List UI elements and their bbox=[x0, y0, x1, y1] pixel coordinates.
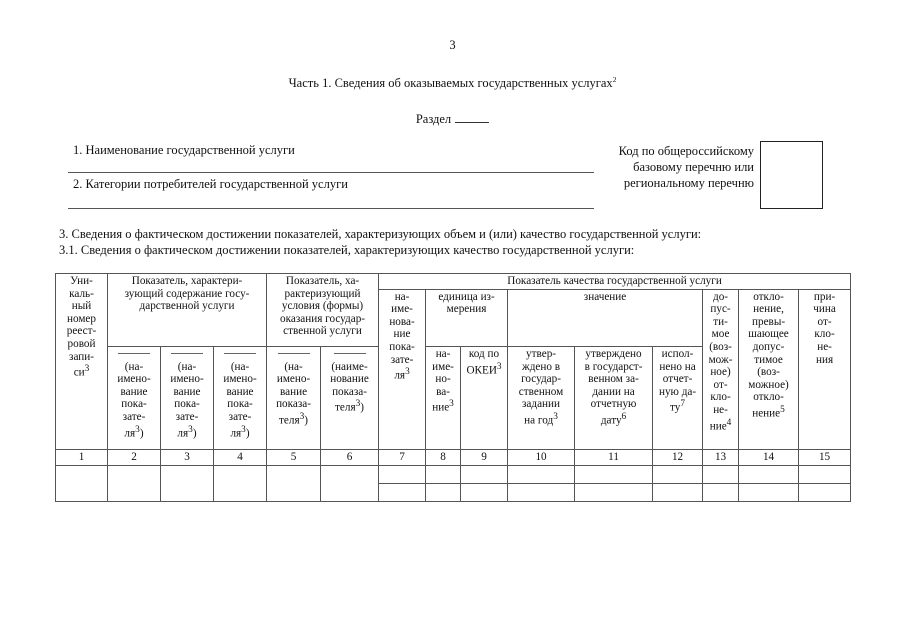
col-indicator-name-text: на- име- нова- ние пока- зате- ля bbox=[389, 290, 415, 382]
data-cell[interactable] bbox=[739, 483, 799, 501]
cond-sub-2: (наиме- нование показа- теля$^3$) bbox=[321, 347, 379, 450]
blank-line bbox=[171, 353, 203, 354]
content-sub-1: (на- имено- вание пока- зате- $ля^3$) bbox=[108, 347, 161, 450]
data-cell[interactable] bbox=[379, 465, 426, 483]
col-unit-name-text: на- име- но- ва- ние bbox=[432, 348, 454, 415]
group-conditions-header: Показатель, ха- рактеризующий условия (формы) оказания государ- ственной услуги bbox=[267, 274, 379, 347]
unit-group-header: единица из- мерения bbox=[426, 289, 508, 346]
kod-label: Код по общероссийскому базовому перечню или региональному перечню bbox=[618, 144, 754, 190]
data-cell[interactable] bbox=[267, 465, 321, 501]
content-sub-1-text: (на- имено- вание пока- зате- ля bbox=[117, 360, 151, 440]
col-unique-number bbox=[56, 274, 108, 450]
data-cell[interactable] bbox=[461, 465, 508, 483]
col-unique-number-text: Уни- каль- ный номер реест- ровой запи- си bbox=[66, 275, 97, 379]
page-number: 3 bbox=[449, 38, 456, 52]
cond-sub-1: (на- имено- вание показа- теля$^3$) bbox=[267, 347, 321, 450]
section-label-text: Раздел bbox=[415, 112, 452, 126]
data-cell[interactable] bbox=[379, 483, 426, 501]
data-cell[interactable] bbox=[575, 465, 653, 483]
col-exceeding-deviation bbox=[739, 289, 799, 449]
col-num-6: 6 bbox=[321, 450, 379, 466]
col-unit-name-sup: 3 bbox=[449, 399, 454, 410]
data-cell[interactable] bbox=[739, 465, 799, 483]
cond-sub-1-sup: 3 bbox=[299, 411, 305, 422]
section-number-blank[interactable] bbox=[455, 110, 489, 123]
data-cell[interactable] bbox=[703, 465, 739, 483]
col-num-10: 10 bbox=[508, 450, 575, 466]
cond-sub-2-sup: 3 bbox=[355, 399, 361, 410]
col-value-executed-sup: 7 bbox=[680, 399, 686, 410]
content-sub-2-sup: 3 bbox=[188, 424, 193, 435]
col-unique-number-sup: 3 bbox=[84, 364, 90, 375]
content-sub-3-text: (на- имено- вание пока- зате- ля bbox=[223, 360, 257, 440]
col-num-7: 7 bbox=[379, 450, 426, 466]
col-deviation-reason: при- чина от- кло- не- ния bbox=[799, 289, 851, 449]
col-unit-name bbox=[426, 347, 461, 450]
col-num-5: 5 bbox=[267, 450, 321, 466]
data-cell[interactable] bbox=[653, 465, 703, 483]
col-num-13: 13 bbox=[703, 450, 739, 466]
data-row bbox=[56, 465, 851, 483]
data-cell[interactable] bbox=[653, 483, 703, 501]
col-value-date-text: утверждено в государст- венном за- дании на отчетную дату bbox=[584, 348, 643, 427]
col-okei-code-text: код по ОКЕИ bbox=[466, 348, 500, 377]
blank-line bbox=[118, 353, 150, 354]
col-num-14: 14 bbox=[739, 450, 799, 466]
col-value-date bbox=[575, 347, 653, 450]
col-num-2: 2 bbox=[108, 450, 161, 466]
col-num-11: 11 bbox=[575, 450, 653, 466]
content-sub-2-text: (на- имено- вание пока- зате- ля bbox=[170, 360, 204, 440]
value-group-header: значение bbox=[508, 289, 703, 346]
col-value-executed bbox=[653, 347, 703, 450]
data-cell[interactable] bbox=[161, 465, 214, 501]
data-cell[interactable] bbox=[56, 465, 108, 501]
col-okei-code-sup: 3 bbox=[496, 361, 502, 372]
item3-text: 3. Сведения о фактическом достижении показателей, характеризующих объем и (или) качество государственной услуги: bbox=[59, 227, 702, 241]
data-cell[interactable] bbox=[321, 465, 379, 501]
col-num-1: 1 bbox=[56, 450, 108, 466]
col-allowed-deviation bbox=[703, 289, 739, 449]
data-cell[interactable] bbox=[426, 483, 461, 501]
content-sub-3-sup: 3 bbox=[241, 424, 246, 435]
item2-label: 2. Категории потребителей государственной услуги bbox=[73, 177, 348, 191]
content-sub-2: (на- имено- вание пока- зате- $ля^3$) bbox=[161, 347, 214, 450]
data-cell[interactable] bbox=[799, 465, 851, 483]
col-num-4: 4 bbox=[214, 450, 267, 466]
data-cell[interactable] bbox=[799, 483, 851, 501]
col-num-15: 15 bbox=[799, 450, 851, 466]
col-num-8: 8 bbox=[426, 450, 461, 466]
col-indicator-name bbox=[379, 289, 426, 449]
data-cell[interactable] bbox=[508, 483, 575, 501]
data-cell[interactable] bbox=[214, 465, 267, 501]
part-title-text: Часть 1. Сведения об оказываемых государственных услугах bbox=[288, 76, 613, 90]
kod-box[interactable] bbox=[760, 141, 823, 209]
data-cell[interactable] bbox=[461, 483, 508, 501]
section-label bbox=[0, 110, 905, 127]
col-exceeding-deviation-sup: 5 bbox=[780, 404, 785, 415]
data-cell[interactable] bbox=[108, 465, 161, 501]
col-allowed-deviation-text: до- пус- ти- мое (воз- мож- ное) от- кло- не- ние bbox=[708, 290, 733, 433]
blank-line bbox=[278, 353, 310, 354]
col-value-year-text: утвер- ждено в государ- ственном задании на год bbox=[518, 348, 564, 427]
item1-fill-line[interactable] bbox=[68, 172, 594, 173]
content-sub-1-sup: 3 bbox=[135, 424, 140, 435]
col-value-year-sup: 3 bbox=[553, 411, 558, 422]
col-num-3: 3 bbox=[161, 450, 214, 466]
data-cell[interactable] bbox=[575, 483, 653, 501]
col-num-9: 9 bbox=[461, 450, 508, 466]
col-okei-code bbox=[461, 347, 508, 450]
item2-fill-line[interactable] bbox=[68, 208, 594, 209]
col-value-year bbox=[508, 347, 575, 450]
data-cell[interactable] bbox=[703, 483, 739, 501]
item1-label: 1. Наименование государственной услуги bbox=[73, 143, 295, 157]
col-allowed-deviation-sup: 4 bbox=[726, 417, 732, 428]
group-content-header: Показатель, характери- зующий содержание госу- дарственной услуги bbox=[108, 274, 267, 347]
data-cell[interactable] bbox=[508, 465, 575, 483]
col-value-executed-text: испол- нено на отчет- ную да- ту bbox=[658, 348, 697, 415]
col-indicator-name-sup: 3 bbox=[405, 367, 410, 378]
part-title-footnote: 2 bbox=[612, 74, 617, 84]
col-value-date-sup: 6 bbox=[621, 411, 627, 422]
column-numbers-row bbox=[56, 450, 851, 466]
col-exceeding-deviation-text: откло- нение, превы- шающее допус- тимое (воз- можное) откло- нение bbox=[748, 290, 789, 420]
cond-sub-2-text: (наиме- нование показа- теля bbox=[330, 360, 369, 415]
col-num-12: 12 bbox=[653, 450, 703, 466]
data-cell[interactable] bbox=[426, 465, 461, 483]
blank-line bbox=[334, 353, 366, 354]
cond-sub-1-text: (на- имено- вание показа- теля bbox=[276, 360, 311, 427]
part-title bbox=[0, 76, 905, 91]
blank-line bbox=[224, 353, 256, 354]
content-sub-3: (на- имено- вание пока- зате- $ля^3$) bbox=[214, 347, 267, 450]
item31-text: 3.1. Сведения о фактическом достижении показателей, характеризующих качество государственной услуги: bbox=[59, 243, 635, 257]
group-quality-header: Показатель качества государственной услуги bbox=[379, 274, 851, 290]
quality-table bbox=[55, 273, 851, 502]
